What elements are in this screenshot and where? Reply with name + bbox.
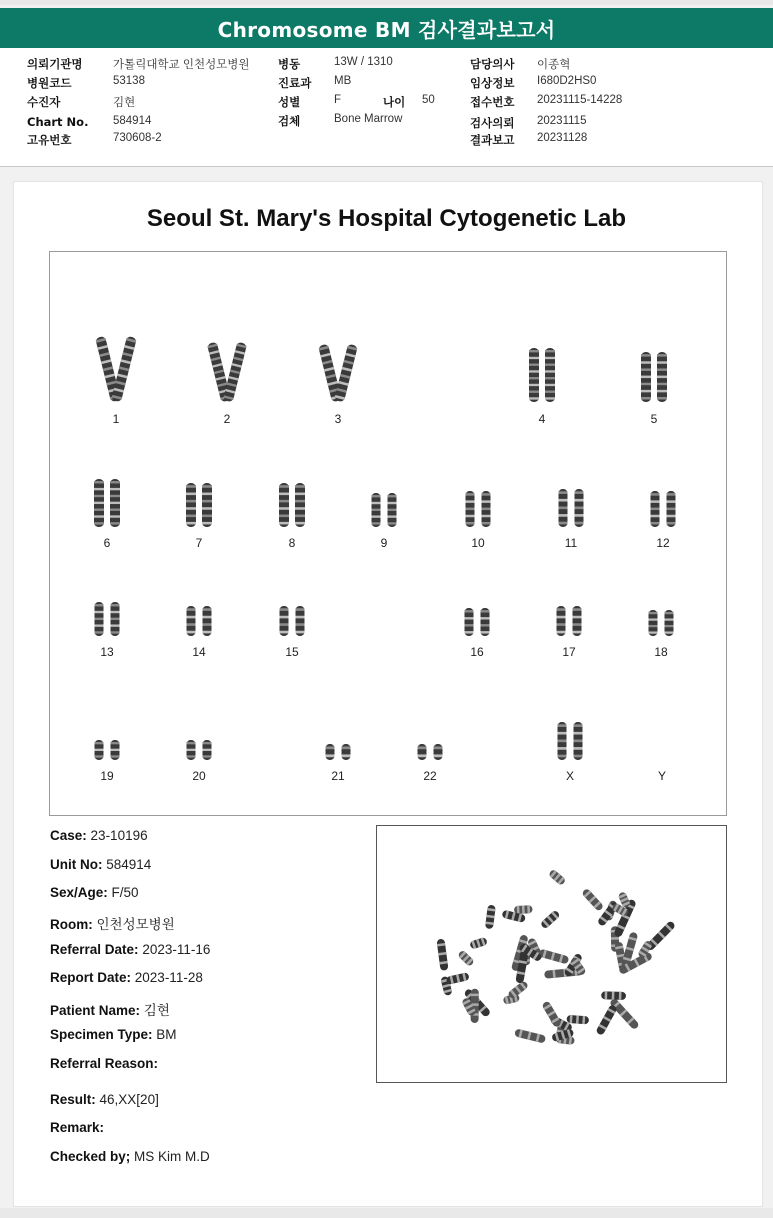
chromosome-pair-20 — [169, 736, 229, 766]
result-field — [50, 1092, 159, 1107]
info-label: 진료과 — [278, 76, 312, 90]
chromosome-pair-18 — [631, 606, 691, 642]
info-label: 성별 — [278, 95, 301, 109]
room-field — [50, 913, 175, 933]
chromosome-label-21: 21 — [331, 769, 345, 783]
field-label: Report Date: — [50, 970, 132, 985]
field-label: Room: — [50, 917, 93, 932]
field-label: Sex/Age: — [50, 885, 108, 900]
info-value: 13W / 1310 — [334, 56, 393, 68]
karyotype-panel — [49, 251, 727, 816]
chromosome-label-X: X — [565, 769, 574, 783]
info-value: F — [334, 94, 342, 106]
metaphase-chromosome — [436, 939, 448, 971]
field-label: Referral Date: — [50, 942, 139, 957]
chromosome-label-6: 6 — [103, 536, 111, 550]
chromosome-pair-16 — [447, 604, 507, 642]
chromosome-label-14: 14 — [192, 645, 206, 659]
metaphase-chromosome — [595, 1004, 618, 1036]
info-value: I680D2HS0 — [537, 75, 597, 87]
field-value: 인천성모병원 — [96, 917, 175, 932]
specimen-type-field — [50, 1027, 177, 1042]
info-value: MB — [334, 75, 352, 87]
metaphase-chromosome — [601, 991, 626, 1000]
info-value: 20231115-14228 — [537, 94, 623, 106]
chromosome-pair-11 — [541, 485, 601, 533]
field-label: Unit No: — [50, 857, 103, 872]
info-value: 584914 — [113, 115, 152, 127]
chromosome-label-3: 3 — [334, 412, 342, 426]
patient-name-field — [50, 999, 170, 1019]
info-value: 가톨릭대학교 인천성모병원 — [113, 59, 250, 71]
chromosome-label-9: 9 — [380, 536, 388, 550]
chromosome-label-8: 8 — [288, 536, 296, 550]
info-value: 53138 — [113, 75, 145, 87]
field-value: 584914 — [106, 857, 152, 872]
metaphase-chromosome — [485, 905, 496, 930]
info-label: 검사의뢰 — [470, 116, 515, 130]
field-label: Checked by; — [50, 1149, 131, 1164]
field-label: Patient Name: — [50, 1003, 141, 1018]
metaphase-image — [376, 825, 727, 1083]
metaphase-chromosome — [514, 1028, 546, 1043]
report-date-field — [50, 970, 203, 985]
info-label: 임상정보 — [470, 76, 515, 90]
info-label: 고유번호 — [27, 133, 72, 147]
field-value: BM — [156, 1027, 177, 1042]
chromosome-label-11: 11 — [564, 536, 578, 550]
chromosome-label-13: 13 — [100, 645, 114, 659]
chromosome-label-10: 10 — [471, 536, 485, 550]
info-label: 의뢰기관명 — [27, 57, 83, 71]
chromosome-pair-6 — [77, 475, 137, 533]
report-title: Chromosome BM 검사결과보고서 — [217, 17, 556, 42]
chromosome-label-5: 5 — [650, 412, 658, 426]
field-value: F/50 — [111, 885, 139, 900]
info-value: Bone Marrow — [334, 113, 403, 125]
field-value: 김현 — [143, 1003, 170, 1018]
remark-field — [50, 1120, 104, 1135]
chromosome-pair-7 — [169, 479, 229, 533]
chromosome-pair-5 — [624, 348, 684, 408]
field-label: Remark: — [50, 1120, 105, 1135]
chromosome-label-22: 22 — [423, 769, 437, 783]
chromosome-pair-15 — [262, 602, 322, 642]
metaphase-chromosome — [548, 869, 567, 886]
info-label: 담당의사 — [470, 57, 515, 71]
metaphase-chromosome — [540, 910, 561, 930]
chromosome-pair-10 — [448, 487, 508, 533]
field-label: Case: — [50, 828, 87, 843]
field-value: 2023-11-16 — [142, 942, 211, 957]
chromosome-pair-4 — [512, 344, 572, 408]
chromosome-pair-21 — [308, 740, 368, 766]
chromosome-label-16: 16 — [470, 645, 484, 659]
chromosome-label-20: 20 — [192, 769, 206, 783]
checked-by-field — [50, 1149, 210, 1164]
metaphase-chromosome — [581, 888, 604, 912]
info-value: 이종혁 — [537, 59, 571, 71]
info-label: Chart No. — [27, 115, 89, 129]
bottom-divider — [0, 1208, 773, 1218]
info-value-age: 50 — [422, 94, 435, 106]
info-label: 병동 — [278, 57, 301, 71]
top-divider — [0, 0, 773, 5]
metaphase-spread — [377, 826, 726, 1082]
metaphase-chromosome — [514, 905, 533, 914]
field-label: Specimen Type: — [50, 1027, 153, 1042]
metaphase-chromosome — [538, 949, 569, 965]
info-label: 접수번호 — [470, 95, 515, 109]
chromosome-pair-19 — [77, 736, 137, 766]
metaphase-chromosome — [446, 972, 470, 985]
field-value: 23-10196 — [90, 828, 148, 843]
chromosome-label-2: 2 — [223, 412, 231, 426]
metaphase-chromosome — [566, 1015, 589, 1024]
field-value: MS Kim M.D — [134, 1149, 210, 1164]
chromosome-label-19: 19 — [100, 769, 114, 783]
metaphase-chromosome — [541, 1000, 562, 1028]
chromosome-pair-1 — [86, 332, 146, 408]
info-label: 수진자 — [27, 95, 61, 109]
info-label-age: 나이 — [383, 95, 406, 109]
chromosome-label-Y: Y — [657, 769, 666, 783]
chromosome-label-4: 4 — [538, 412, 546, 426]
chromosome-pair-9 — [354, 489, 414, 533]
chromosome-label-15: 15 — [285, 645, 299, 659]
field-value: 46,XX[20] — [99, 1092, 159, 1107]
case-field — [50, 828, 148, 843]
unit-no-field — [50, 857, 151, 872]
chromosome-label-18: 18 — [654, 645, 668, 659]
chromosome-pair-14 — [169, 602, 229, 642]
info-label: 결과보고 — [470, 133, 515, 147]
field-label: Referral Reason: — [50, 1056, 159, 1071]
referral-reason-field — [50, 1056, 158, 1071]
chromosome-pair-13 — [77, 598, 137, 642]
chromosome-label-12: 12 — [656, 536, 670, 550]
metaphase-chromosome — [469, 937, 488, 950]
report-title-banner — [0, 8, 773, 48]
chromosome-pair-2 — [197, 338, 257, 408]
chromosome-label-1: 1 — [112, 412, 120, 426]
metaphase-chromosome — [457, 950, 475, 968]
patient-info-panel — [0, 48, 773, 167]
info-value: 20231128 — [537, 132, 588, 144]
lab-title: Seoul St. Mary's Hospital Cytogenetic Lab — [146, 205, 627, 232]
info-label: 병원코드 — [27, 76, 72, 90]
chromosome-label-7: 7 — [195, 536, 203, 550]
chromosome-pair-22 — [400, 740, 460, 766]
chromosome-pair-12 — [633, 487, 693, 533]
field-value: 2023-11-28 — [134, 970, 203, 985]
referral-date-field — [50, 942, 210, 957]
info-value: 20231115 — [537, 115, 587, 127]
chromosome-pair-8 — [262, 479, 322, 533]
chromosome-label-17: 17 — [562, 645, 576, 659]
chromosome-pair-3 — [308, 340, 368, 408]
chromosome-pair-17 — [539, 602, 599, 642]
chromosome-pair-X — [540, 718, 600, 766]
info-value: 730608-2 — [113, 132, 162, 144]
info-label: 검체 — [278, 114, 301, 128]
field-label: Result: — [50, 1092, 96, 1107]
info-value: 김현 — [113, 97, 136, 109]
sex-age-field — [50, 885, 139, 900]
